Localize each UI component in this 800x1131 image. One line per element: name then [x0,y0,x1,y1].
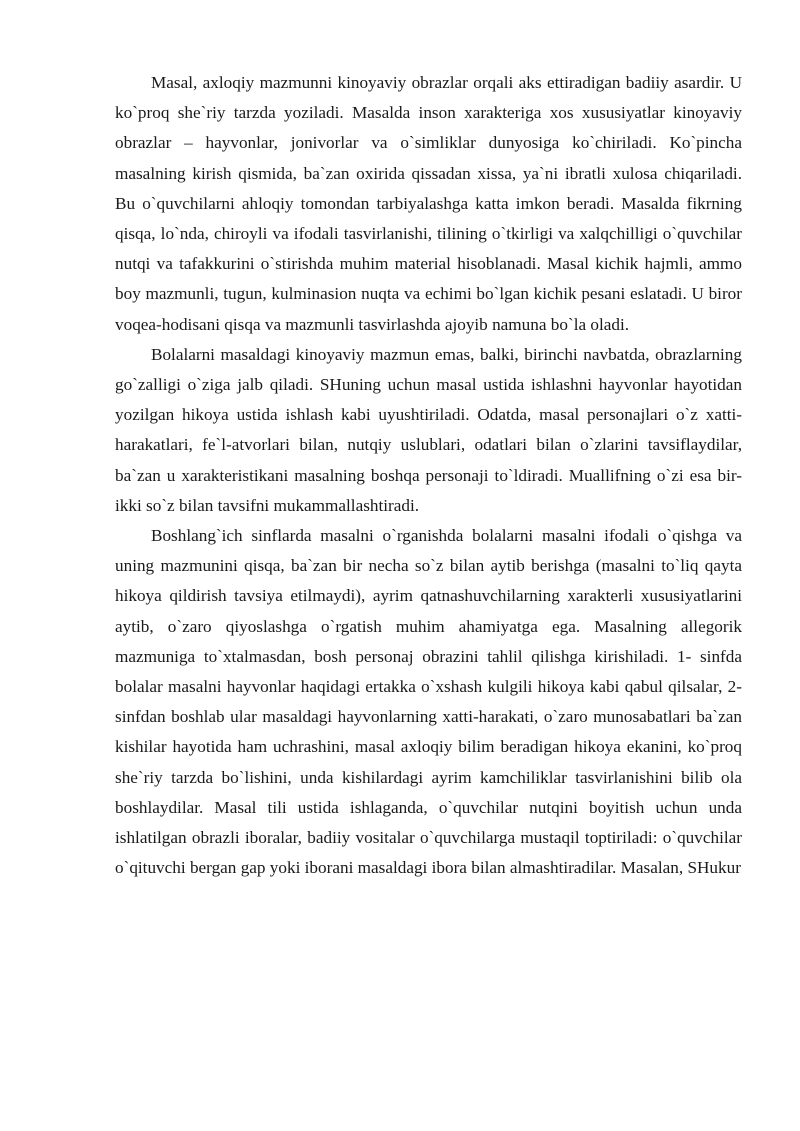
paragraph-1: Masal, axloqiy mazmunni kinoyaviy obrazlar orqali aks ettiradigan badiiy asardir. U ko`proq she`riy tarzda yoziladi. Masalda inson xarakteriga xos xususiyatlar kinoyaviy obrazlar – hayvonlar, jonivorlar va o`simliklar dunyosiga ko`chiriladi. Ko`pincha masalning kirish qismida, ba`zan oxirida qissadan xissa, ya`ni ibratli xulosa chiqariladi. Bu o`quvchilarni ahloqiy tomondan tarbiyalashga katta imkon beradi. Masalda fikrning qisqa, lo`nda, chiroyli va ifodali tasvirlanishi, tilining o`tkirligi va xalqchilligi o`quvchilar nutqi va tafakkurini o`stirishda muhim material hisoblanadi. Masal kichik hajmli, ammo boy mazmunli, tugun, kulminasion nuqta va echimi bo`lgan kichik pesani eslatadi. U biror voqea-hodisani qisqa va mazmunli tasvirlashda ajoyib namuna bo`la oladi. [115,73,742,334]
paragraph-3: Boshlang`ich sinflarda masalni o`rganishda bolalarni masalni ifodali o`qishga va uning mazmunini qisqa, ba`zan bir necha so`z bilan aytib berishga (masalni to`liq qayta hikoya qildirish tavsiya etilmaydi), ayrim qatnashuvchilarning xarakterli xususiyatlarini aytib, o`zaro qiyoslashga o`rgatish muhim ahamiyatga ega. Masalning allegorik mazmuniga to`xtalmasdan, bosh personaj obrazini tahlil qilishga kirishiladi. 1- sinfda bolalar masalni hayvonlar haqidagi ertakka o`xshash kulgili hikoya kabi qabul qilsalar, 2- sinfdan boshlab ular masaldagi hayvonlarning xatti-harakati, o`zaro munosabatlari ba`zan kishilar hayotida ham uchrashini, masal axloqiy bilim beradigan hikoya ekanini, ko`proq she`riy tarzda bo`lishini, unda kishilardagi ayrim kamchiliklar tasvirlanishini bilib ola boshlaydilar. Masal tili ustida ishlaganda, o`quvchilar nutqini boyitish uchun unda ishlatilgan obrazli iboralar, badiiy vositalar o`quvchilarga mustaqil toptiriladi: o`quvchilar o`qituvchi bergan gap yoki iborani masaldagi ibora bilan almashtiradilar. Masalan, SHukur [115,526,742,878]
body-text [115,68,742,883]
paragraph-2: Bolalarni masaldagi kinoyaviy mazmun emas, balki, birinchi navbatda, obrazlarning go`zalligi o`ziga jalb qiladi. SHuning uchun masal ustida ishlashni hayvonlar hayotidan yozilgan hikoya ustida ishlash kabi uyushtiriladi. Odatda, masal personajlari o`z xatti-harakatlari, fe`l-atvorlari bilan, nutqiy uslublari, odatlari bilan o`zlarini tavsiflaydilar, ba`zan u xarakteristikani masalning boshqa personaji to`ldiradi. Muallifning o`zi esa bir-ikki so`z bilan tavsifni mukammallashtiradi. [115,344,742,515]
